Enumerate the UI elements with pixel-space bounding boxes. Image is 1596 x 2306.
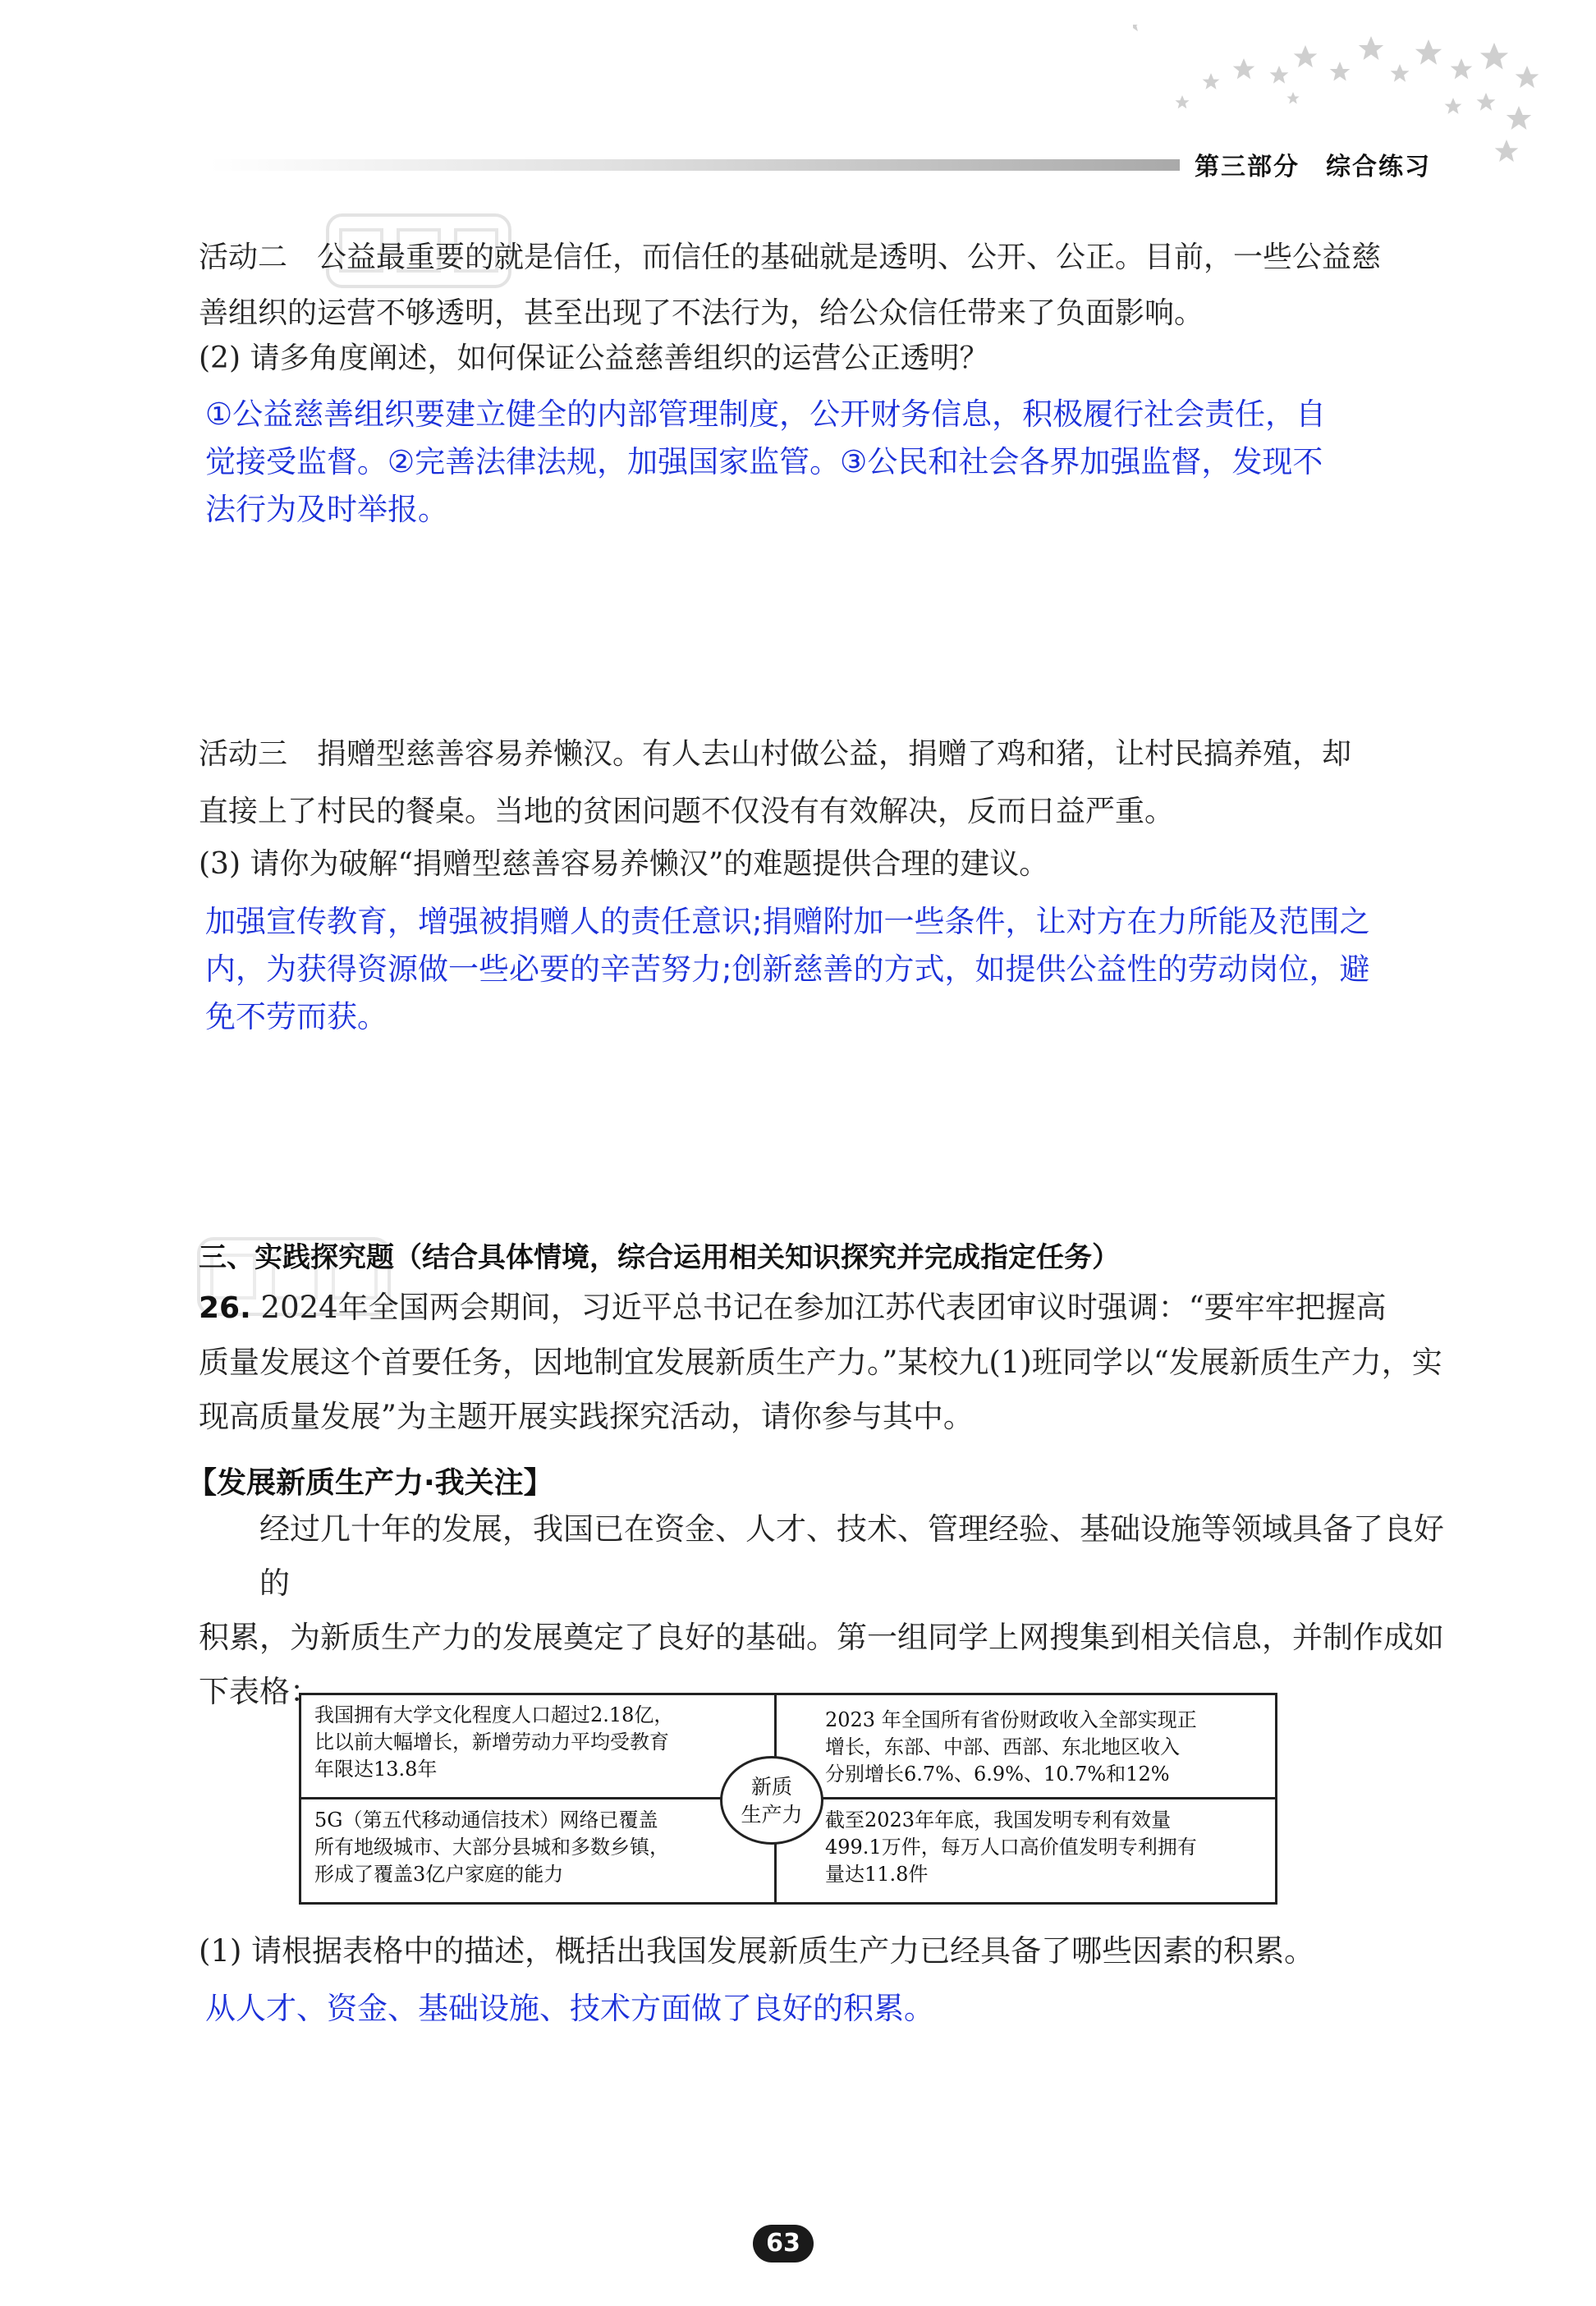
activity3-line: 活动三 捐赠型慈善容易养懒汉。有人去山村做公益，捐赠了鸡和猪，让村民搞养殖，却 <box>199 737 1352 771</box>
cell-line: 5G（第五代移动通信技术）网络已覆盖 <box>314 1809 658 1832</box>
activity2-line: 活动二 公益最重要的就是信任，而信任的基础就是透明、公开、公正。目前，一些公益慈 <box>199 241 1382 274</box>
intro-paragraph <box>199 1502 1463 1719</box>
answer-line: 内，为获得资源做一些必要的辛苦努力;创新慈善的方式，如提供公益性的劳动岗位，避 <box>205 951 1370 987</box>
question26 <box>199 1281 1463 1444</box>
answer-line: 加强宣传教育，增强被捐赠人的责任意识;捐赠附加一些条件，让对方在力所能及范围之 <box>205 904 1370 939</box>
activity2-answer <box>205 391 1461 534</box>
center-circle <box>720 1756 823 1845</box>
header-rule <box>209 159 1180 171</box>
answer-line: 免不劳而获。 <box>205 999 388 1034</box>
cell-line: 分别增长6.7%、6.9%、10.7%和12% <box>825 1763 1170 1786</box>
answer-line: 法行为及时举报。 <box>205 492 448 527</box>
cell-line: 年限达13.8年 <box>314 1758 438 1781</box>
table-cell-top-left <box>314 1702 725 1783</box>
answer-line: 觉接受监督。②完善法律法规，加强国家监管。③公民和社会各界加强监督，发现不 <box>205 444 1323 479</box>
activity3-answer <box>205 898 1486 1041</box>
section3-heading: 三、实践探究题（结合具体情境，综合运用相关知识探究并完成指定任务） <box>199 1241 1120 1274</box>
question26-line <box>199 1281 1463 1336</box>
question26-line: 现高质量发展”为主题开展实践探究活动，请你参与其中。 <box>199 1399 974 1434</box>
paragraph-line: 积累，为新质生产力的发展奠定了良好的基础。第一组同学上网搜集到相关信息，并制作成如 <box>199 1620 1444 1655</box>
table-cell-bottom-right <box>825 1807 1268 1888</box>
cell-line: 比以前大幅增长，新增劳动力平均受教育 <box>314 1731 669 1754</box>
cell-line: 2023 年全国所有省份财政收入全部实现正 <box>825 1708 1197 1731</box>
section-title: 第三部分 综合练习 <box>1195 153 1431 181</box>
answer-line: ①公益慈善组织要建立健全的内部管理制度，公开财务信息，积极履行社会责任，自 <box>205 397 1327 432</box>
activity3-question: (3) 请你为破解“捐赠型慈善容易养懒汉”的难题提供合理的建议。 <box>199 847 1049 881</box>
cell-line: 499.1万件，每万人口高价值发明专利拥有 <box>825 1836 1197 1859</box>
info-table <box>299 1693 1277 1905</box>
cell-line: 截至2023年年底，我国发明专利有效量 <box>825 1809 1172 1832</box>
page-number: 63 <box>753 2225 814 2262</box>
center-label: 生产力 <box>741 1803 803 1827</box>
cell-line: 所有地级城市、大部分县城和多数乡镇， <box>314 1836 669 1859</box>
subheading: 【发展新质生产力·我关注】 <box>187 1466 553 1500</box>
question26-line: 质量发展这个首要任务，因地制宜发展新质生产力。”某校九(1)班同学以“发展新质生产力，实 <box>199 1345 1442 1380</box>
cell-line: 形成了覆盖3亿户家庭的能力 <box>314 1863 564 1886</box>
question-number: 26. <box>199 1291 251 1325</box>
question1-answer: 从人才、资金、基础设施、技术方面做了良好的积累。 <box>205 1991 934 2026</box>
cell-line: 量达11.8件 <box>825 1863 929 1886</box>
paragraph-line: 经过几十年的发展，我国已在资金、人才、技术、管理经验、基础设施等领域具备了良好的 <box>259 1511 1444 1601</box>
activity2-question: (2) 请多角度阐述，如何保证公益慈善组织的运营公正透明？ <box>199 342 989 375</box>
center-label: 新质 <box>750 1775 792 1799</box>
question1-text: (1) 请根据表格中的描述，概括出我国发展新质生产力已经具备了哪些因素的积累。 <box>199 1933 1315 1969</box>
activity3-text <box>199 726 1455 841</box>
question26-text: 2024年全国两会期间，习近平总书记在参加江苏代表团审议时强调：“要牢牢把握高 <box>260 1290 1387 1325</box>
cell-line: 增长，东部、中部、西部、东北地区收入 <box>825 1735 1180 1758</box>
cell-line: 我国拥有大学文化程度人口超过2.18亿， <box>314 1703 674 1726</box>
paragraph-line: 下表格： <box>199 1674 320 1709</box>
activity3-line: 直接上了村民的餐桌。当地的贫困问题不仅没有有效解决，反而日益严重。 <box>199 795 1175 828</box>
table-cell-top-right <box>825 1707 1268 1788</box>
table-cell-bottom-left <box>314 1807 725 1888</box>
activity2-line: 善组织的运营不够透明，甚至出现了不法行为，给公众信任带来了负面影响。 <box>199 296 1204 330</box>
activity2-text <box>199 230 1447 342</box>
